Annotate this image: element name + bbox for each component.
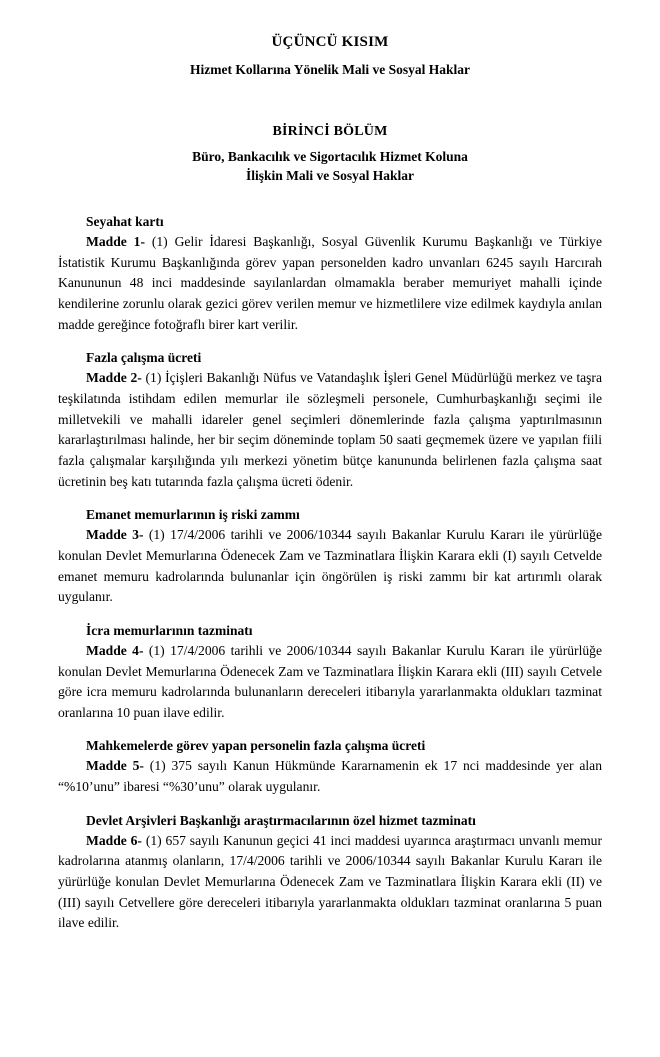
article-paragraph bbox=[58, 831, 602, 934]
article-heading: Devlet Arşivleri Başkanlığı araştırmacılarının özel hizmet tazminatı bbox=[86, 812, 476, 828]
article-heading: Emanet memurlarının iş riski zammı bbox=[86, 507, 300, 523]
article-lead: Madde 4- bbox=[86, 642, 144, 658]
article-heading: Seyahat kartı bbox=[86, 214, 164, 229]
article-paragraph bbox=[58, 525, 602, 608]
article-text: (1) 17/4/2006 tarihli ve 2006/10344 sayılı Bakanlar Kurulu Kararı ile yürürlüğe konulan Devlet Memurlarına Ödenecek Zam ve Tazminatlara İlişkin Karara ekli (I) sayılı Cetvelde emanet memuru kadrolarında bulunanlar için öngörülen iş riski zammı bir kat artırımlı olarak uygulanır. bbox=[58, 527, 602, 605]
spacer bbox=[58, 184, 602, 214]
article-block bbox=[58, 350, 602, 492]
chapter-title: BİRİNCİ BÖLÜM bbox=[272, 124, 388, 139]
article-text: (1) 375 sayılı Kanun Hükmünde Kararnamenin ek 17 nci maddesinde yer alan “%10’unu” ibaresi “%30’unu” olarak uygulanır. bbox=[58, 758, 603, 795]
spacer bbox=[58, 78, 602, 124]
article-paragraph bbox=[58, 232, 602, 335]
article-heading: İcra memurlarının tazminatı bbox=[86, 622, 253, 638]
article-block bbox=[58, 738, 602, 797]
article-lead: Madde 1- bbox=[86, 234, 145, 249]
article-block bbox=[58, 813, 602, 934]
article-text: (1) İçişleri Bakanlığı Nüfus ve Vatandaşlık İşleri Genel Müdürlüğü merkez ve taşra teşkilatında istihdam edilen memurlar ile sözleşmeli personele, Cumhurbaşkanlığı seçimi ile milletvekili ve mahalli idareler genel seçimleri dönemlerinde fazla çalışma yaptırılmasının kararlaştırılması halinde, her bir seçim döneminde toplam 50 saati geçmemek üzere ve yapılan fiili fazla çalışmalar karşılığında yılı merkezi yönetim bütçe kanununda belirlenen fazla çalışma saat ücretinin beş katı tutarında fazla çalışma ücreti ödenir. bbox=[58, 370, 602, 489]
article-lead: Madde 2- bbox=[86, 370, 142, 386]
chapter-subtitle-line-2: İlişkin Mali ve Sosyal Haklar bbox=[245, 168, 415, 183]
article-block bbox=[58, 214, 602, 335]
document-subtitle: Hizmet Kollarına Yönelik Mali ve Sosyal Haklar bbox=[190, 62, 470, 77]
article-heading: Mahkemelerde görev yapan personelin fazla çalışma ücreti bbox=[86, 738, 426, 754]
article-text: (1) 17/4/2006 tarihli ve 2006/10344 sayılı Bakanlar Kurulu Kararı ile yürürlüğe konulan Devlet Memurlarına Ödenecek Zam ve Tazminatlara İlişkin Karara ekli (III) sayılı Cetvele göre icra memuru kadrolarında bulunanların dereceleri itibarıyla yararlanmakta oldukları tazminat oranlarına 10 puan ilave edilir. bbox=[58, 642, 602, 720]
article-paragraph bbox=[58, 756, 602, 797]
article-lead: Madde 5- bbox=[86, 758, 144, 774]
document-title: ÜÇÜNCÜ KISIM bbox=[271, 34, 389, 50]
article-paragraph bbox=[58, 641, 602, 724]
article-lead: Madde 3- bbox=[86, 527, 144, 543]
article-heading: Fazla çalışma ücreti bbox=[86, 350, 202, 366]
article-block bbox=[58, 623, 602, 724]
article-text: (1) 657 sayılı Kanunun geçici 41 inci maddesi uyarınca araştırmacı unvanlı memur kadrolarına atanmış olanların, 17/4/2006 tarihli ve 2006/10344 sayılı Bakanlar Kurulu Kararı ile yürürlüğe konulan Devlet Memurlarına Ödenecek Zam ve Tazminatlara İlişkin Karara ekli (II) ve (III) sayılı Cetvellere göre dereceleri itibarıyla yararlanmakta oldukları tazminat oranlarına 5 puan ilave edilir. bbox=[58, 832, 602, 931]
article-lead: Madde 6- bbox=[86, 832, 142, 848]
article-text: (1) Gelir İdaresi Başkanlığı, Sosyal Güvenlik Kurumu Başkanlığı ve Türkiye İstatistik Kurumu Başkanlığında görev yapan personelden kadro unvanları 6245 sayılı Harcırah Kanununun 48 inci maddesinde sayılanlardan olmamakla beraber memuriyet mahalli içinde kendilerine zorunlu olarak gezici görev verilen memur ve hizmetlilere vize edilmek kaydıyla anılan madde gereğince fotoğraflı birer kart verilir. bbox=[58, 234, 602, 332]
article-paragraph bbox=[58, 368, 602, 492]
article-block bbox=[58, 507, 602, 608]
chapter-subtitle-line-1: Büro, Bankacılık ve Sigortacılık Hizmet Koluna bbox=[192, 149, 468, 164]
